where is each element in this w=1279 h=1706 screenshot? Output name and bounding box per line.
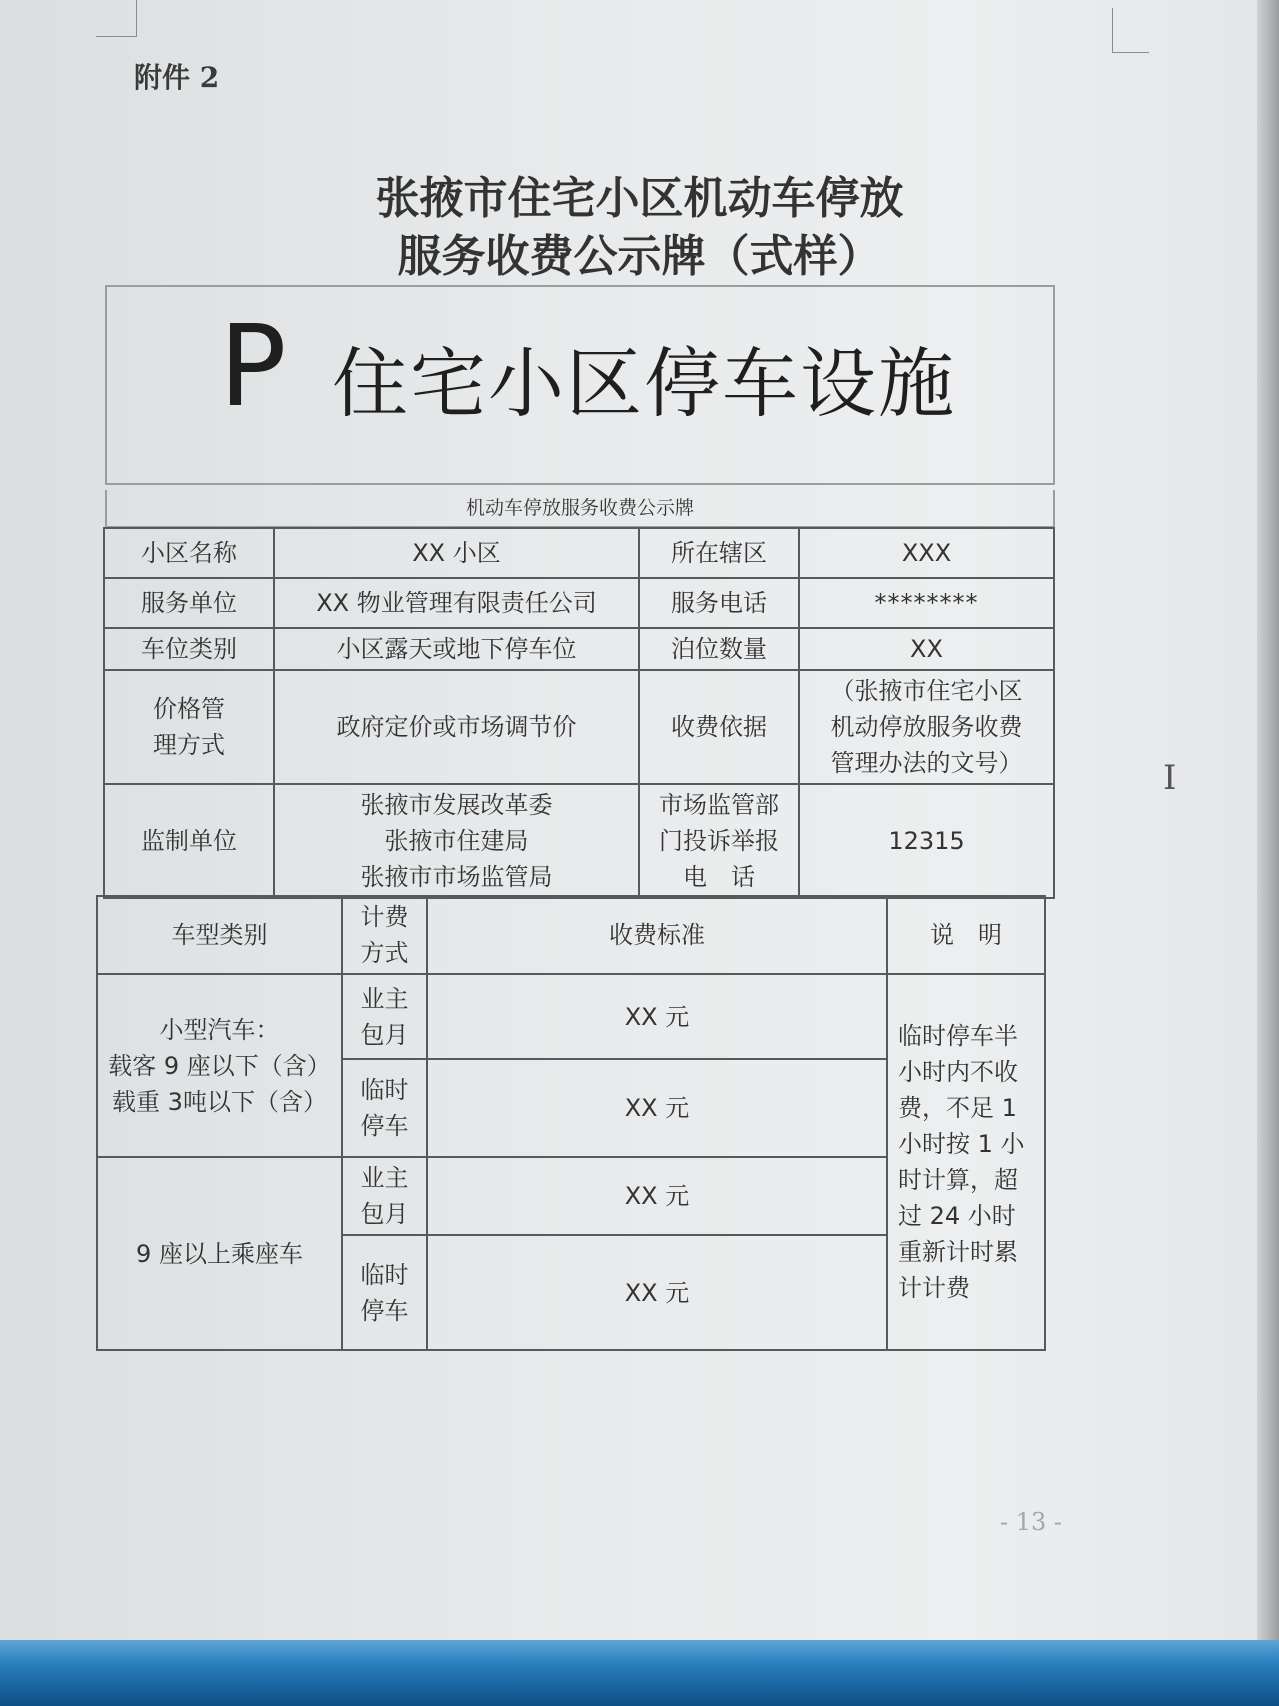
title-line-2: 服务收费公示牌（式样） bbox=[397, 231, 882, 282]
taskbar bbox=[0, 1640, 1279, 1706]
fee-standard-header: 收费标准 bbox=[427, 896, 887, 974]
facility-name: 住宅小区停车设施 bbox=[332, 339, 956, 428]
table-row bbox=[97, 896, 1045, 974]
complaint-label: 市场监管部 门投诉举报 电 话 bbox=[639, 784, 799, 898]
price-mgmt-label-bottom: 理方式 bbox=[153, 731, 225, 759]
fee-value: XX 元 bbox=[427, 1235, 887, 1350]
service-phone-value: ******** bbox=[799, 578, 1054, 628]
note-header: 说 明 bbox=[887, 896, 1045, 974]
fee-basis-label: 收费依据 bbox=[639, 670, 799, 784]
billing-method-header: 计费 方式 bbox=[342, 896, 427, 974]
crop-mark-top-right bbox=[1112, 8, 1149, 53]
space-type-label: 车位类别 bbox=[104, 628, 274, 670]
vehicle-type-header: 车型类别 bbox=[97, 896, 342, 974]
service-unit-label: 服务单位 bbox=[104, 578, 274, 628]
text-cursor-icon: I bbox=[1163, 758, 1177, 798]
page-number: - 13 - bbox=[1000, 1508, 1063, 1536]
fee-value: XX 元 bbox=[427, 1157, 887, 1235]
space-count-label: 泊位数量 bbox=[639, 628, 799, 670]
supervisor-label: 监制单位 bbox=[104, 784, 274, 898]
district-label: 所在辖区 bbox=[639, 528, 799, 578]
sign-header-panel bbox=[105, 285, 1055, 485]
fee-note: 临时停车半小时内不收费，不足 1 小时按 1 小时计算，超过 24 小时重新计时累计计费 bbox=[887, 974, 1045, 1350]
billing-temporary: 临时 停车 bbox=[342, 1059, 427, 1157]
service-phone-label: 服务电话 bbox=[639, 578, 799, 628]
parking-p-icon: P bbox=[219, 302, 287, 432]
sign-subtitle: 机动车停放服务收费公示牌 bbox=[105, 490, 1055, 528]
fee-value: XX 元 bbox=[427, 1059, 887, 1157]
document-title bbox=[0, 170, 1279, 286]
table-row bbox=[97, 974, 1045, 1059]
table-row bbox=[104, 578, 1054, 628]
title-line-1: 张掖市住宅小区机动车停放 bbox=[375, 173, 904, 224]
price-mgmt-label-top: 价格管 bbox=[153, 695, 225, 723]
community-name-value: XX 小区 bbox=[274, 528, 639, 578]
billing-temporary: 临时 停车 bbox=[342, 1235, 427, 1350]
space-type-value: 小区露天或地下停车位 bbox=[274, 628, 639, 670]
billing-owner-monthly: 业主 包月 bbox=[342, 974, 427, 1059]
space-count-value: XX bbox=[799, 628, 1054, 670]
crop-mark-top-left bbox=[96, 0, 137, 37]
fees-table bbox=[96, 895, 1046, 1351]
billing-owner-monthly: 业主 包月 bbox=[342, 1157, 427, 1235]
table-row bbox=[104, 784, 1054, 898]
fee-value: XX 元 bbox=[427, 974, 887, 1059]
fee-basis-value: （张掖市住宅小区 机动停放服务收费 管理办法的文号） bbox=[799, 670, 1054, 784]
complaint-value: 12315 bbox=[799, 784, 1054, 898]
table-row bbox=[104, 628, 1054, 670]
price-mgmt-value: 政府定价或市场调节价 bbox=[274, 670, 639, 784]
attachment-label: 附件 2 bbox=[134, 61, 220, 94]
district-value: XXX bbox=[799, 528, 1054, 578]
vehicle-type-small: 小型汽车： 载客 9 座以下（含） 载重 3吨以下（含） bbox=[97, 974, 342, 1157]
community-name-label: 小区名称 bbox=[104, 528, 274, 578]
service-unit-value: XX 物业管理有限责任公司 bbox=[274, 578, 639, 628]
price-mgmt-label bbox=[104, 670, 274, 784]
info-table bbox=[103, 527, 1055, 899]
vehicle-type-large: 9 座以上乘座车 bbox=[97, 1157, 342, 1350]
supervisor-value: 张掖市发展改革委 张掖市住建局 张掖市市场监管局 bbox=[274, 784, 639, 898]
table-row bbox=[104, 670, 1054, 784]
table-row bbox=[104, 528, 1054, 578]
